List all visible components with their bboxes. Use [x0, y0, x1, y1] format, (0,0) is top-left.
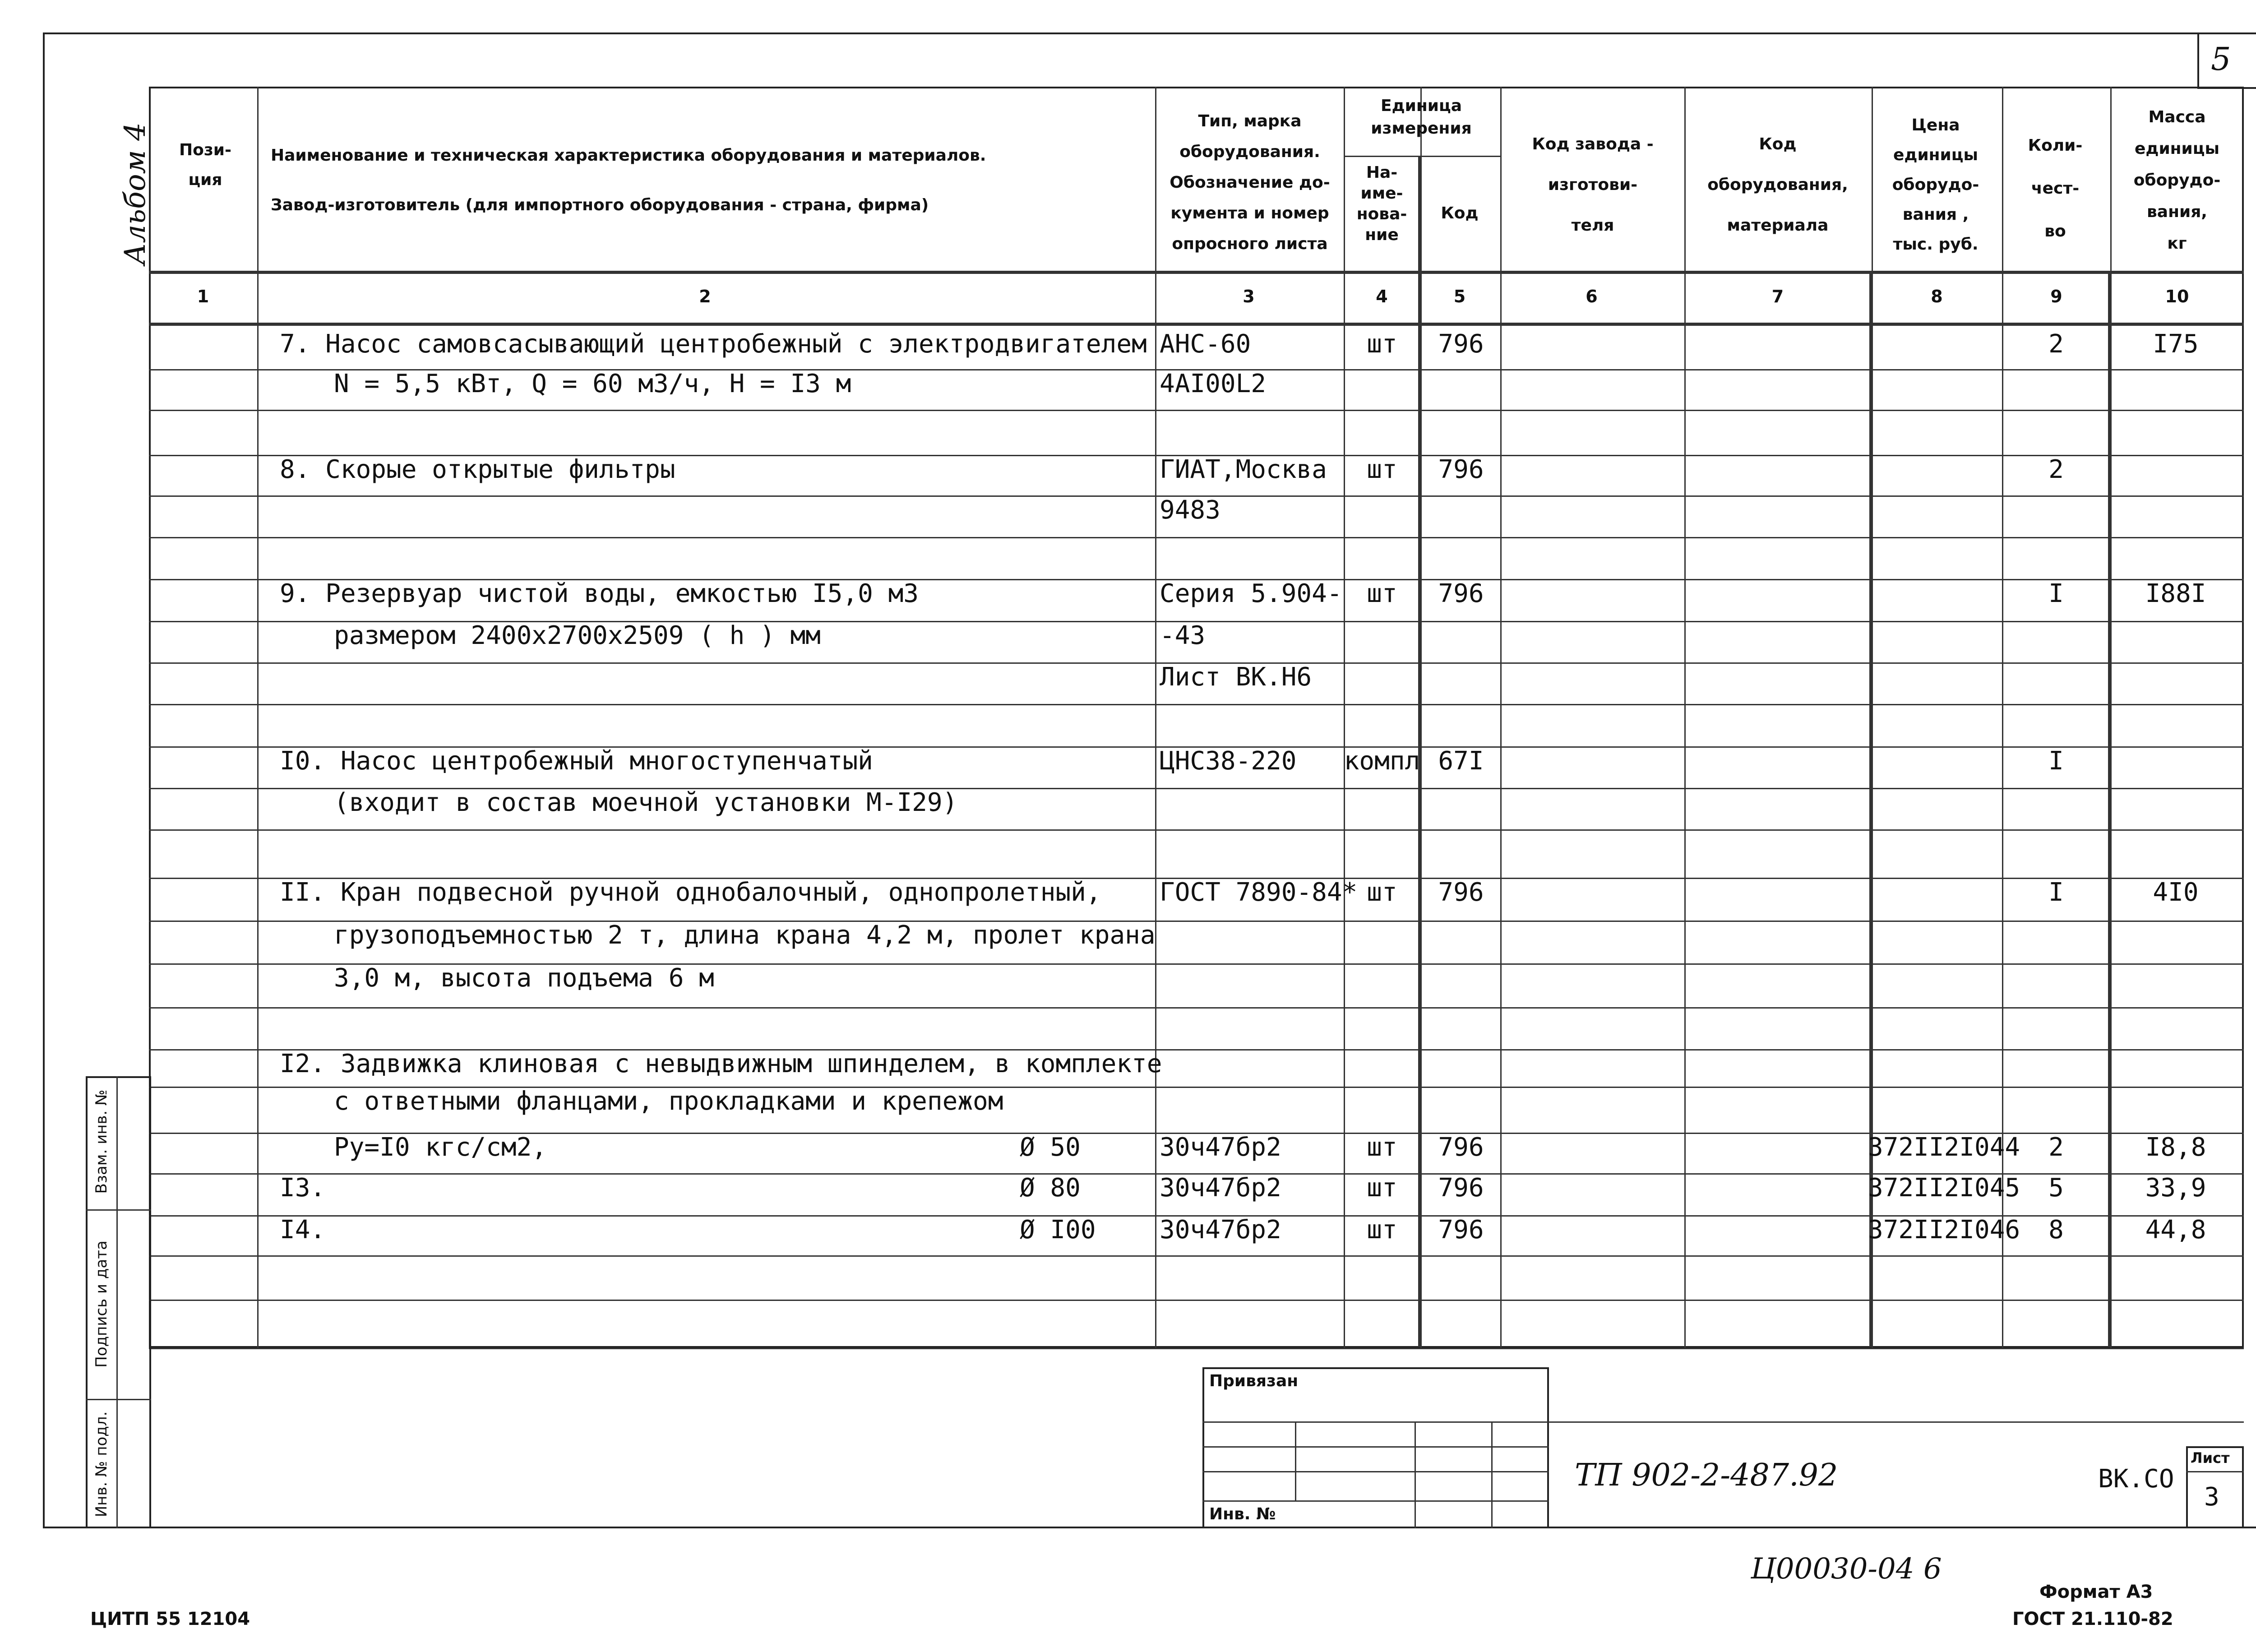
side-label-inv: Инв. № подл.	[92, 1411, 111, 1518]
header-col6: Код завода - изготови- теля	[1532, 135, 1654, 235]
album-label: Альбом 4	[119, 122, 152, 265]
header-col45: Единица измерения	[1371, 97, 1472, 138]
table-row	[149, 455, 2244, 495]
item-quantity: 5	[2048, 1173, 2064, 1203]
stamp-vline-2	[1415, 1421, 1416, 1528]
header-col3: Тип, марка оборудования. Обозначение до- кумента и номер опросного листа	[1170, 112, 1330, 253]
table-row	[149, 369, 2244, 410]
header-col2: Наименование и техническая характеристика оборудования и материалов. Завод-изготовитель (для импортного оборудования - страна, фирма)	[271, 146, 986, 214]
colnum-bottom-line	[149, 323, 2244, 326]
item-type: Серия 5.904-	[1160, 579, 1342, 608]
stamp-line-1	[1202, 1421, 1549, 1423]
item-unit: шт	[1367, 1215, 1397, 1245]
table-row	[149, 1255, 2244, 1300]
item-unit-code: 796	[1438, 1133, 1484, 1162]
table-row	[149, 621, 2244, 662]
item-name: I3.	[280, 1173, 326, 1203]
colnum-6: 6	[1586, 287, 1598, 306]
item-quantity: 2	[2048, 455, 2064, 484]
item-unit: шт	[1367, 1133, 1397, 1162]
item-quantity: 2	[2048, 1133, 2064, 1162]
item-type: 30ч47бр2	[1160, 1173, 1281, 1203]
item-name: с ответными фланцами, прокладками и крепежом	[334, 1087, 1003, 1116]
item-name: (входит в состав моечной установки М-I29)	[334, 788, 958, 817]
footer-right: ГОСТ 21.110-82	[2012, 1609, 2173, 1629]
header-col9: Коли- чест- во	[2028, 136, 2083, 241]
table-row	[149, 963, 2244, 1007]
unit-header-line	[1344, 156, 1500, 157]
item-unit-code: 796	[1438, 1215, 1484, 1245]
item-mass: I8,8	[2145, 1133, 2206, 1162]
stamp-sheet-label: Лист	[2191, 1449, 2230, 1467]
item-type: 4AI00L2	[1160, 369, 1267, 398]
table-row	[149, 746, 2244, 788]
item-unit: компл	[1344, 746, 1420, 776]
stamp-line-3	[1202, 1471, 1549, 1472]
table-row	[149, 1300, 2244, 1348]
item-quantity: 8	[2048, 1215, 2064, 1245]
side-label-vzam: Взам. инв. №	[92, 1089, 111, 1194]
header-col4: На- име- нова- ние	[1356, 163, 1407, 244]
table-row	[149, 1007, 2244, 1049]
item-diameter: Ø 50	[1020, 1133, 1081, 1162]
item-mass: I75	[2153, 329, 2199, 359]
stamp-vline-1	[1295, 1421, 1296, 1500]
item-mass: 4I0	[2153, 878, 2199, 907]
item-name: N = 5,5 кВт, Q = 60 м3/ч, Н = I3 м	[334, 369, 851, 398]
item-unit-code: 796	[1438, 455, 1484, 484]
item-name: 8. Скорые открытые фильтры	[280, 455, 675, 484]
stamp-doc-number: ТП 902-2-487.92	[1575, 1458, 1838, 1493]
table-row	[149, 495, 2244, 537]
item-type: ЦНС38-220	[1160, 746, 1297, 776]
table-row	[149, 1215, 2244, 1255]
colnum-10: 10	[2165, 287, 2189, 306]
item-name: 3,0 м, высота подъема 6 м	[334, 963, 714, 993]
footer-handwritten: Ц00030-04 6	[1751, 1552, 1942, 1586]
header-col7: Код оборудования, материала	[1707, 135, 1848, 235]
item-quantity: I	[2048, 579, 2064, 608]
table-row	[149, 921, 2244, 963]
item-diameter: Ø 80	[1020, 1173, 1081, 1203]
item-quantity: I	[2048, 878, 2064, 907]
stamp-line-4	[1202, 1500, 1549, 1502]
table-row	[149, 878, 2244, 921]
footer-left: ЦИТП 55 12104	[90, 1609, 250, 1629]
item-name: 7. Насос самовсасывающий центробежный с электродвигателем	[280, 329, 1147, 359]
table-row	[149, 410, 2244, 455]
row-line	[149, 1348, 2244, 1349]
side-stamp-divider	[116, 1076, 118, 1528]
item-equipment-code: 372II2I044	[1868, 1133, 2020, 1162]
table-row	[149, 1049, 2244, 1087]
stamp-inv: Инв. №	[1209, 1505, 1276, 1523]
table-row	[149, 579, 2244, 621]
table-row	[149, 788, 2244, 829]
stamp-sheet-number: 3	[2204, 1482, 2219, 1512]
item-diameter: Ø I00	[1020, 1215, 1096, 1245]
item-quantity: I	[2048, 746, 2064, 776]
colnum-7: 7	[1771, 287, 1784, 306]
item-unit: шт	[1367, 1173, 1397, 1203]
item-equipment-code: 372II2I046	[1868, 1215, 2020, 1245]
item-type: 30ч47бр2	[1160, 1215, 1281, 1245]
item-unit-code: 67I	[1438, 746, 1484, 776]
table-row	[149, 537, 2244, 579]
stamp-privyazan: Привязан	[1209, 1372, 1299, 1390]
stamp-line-2	[1202, 1446, 1549, 1448]
item-name: I2. Задвижка клиновая с невыдвижным шпинделем, в комплекте	[280, 1049, 1162, 1078]
item-type: Лист ВК.Н6	[1160, 662, 1312, 692]
header-col8: Цена единицы оборудо- вания , тыс. руб.	[1892, 116, 1979, 254]
item-mass: 33,9	[2145, 1173, 2206, 1203]
header-col1: Пози- ция	[179, 141, 231, 189]
table-row	[149, 1087, 2244, 1133]
item-unit-code: 796	[1438, 878, 1484, 907]
colnum-3: 3	[1243, 287, 1255, 306]
item-quantity: 2	[2048, 329, 2064, 359]
item-type: -43	[1160, 621, 1206, 650]
page-number: 5	[2211, 41, 2231, 78]
item-name: грузоподъемностью 2 т, длина крана 4,2 м, пролет крана	[334, 921, 1156, 950]
colnum-9: 9	[2050, 287, 2062, 306]
table-row	[149, 1173, 2244, 1215]
table-row	[149, 662, 2244, 704]
item-type: ГИАТ,Москва	[1160, 455, 1327, 484]
header-bottom-line	[149, 271, 2244, 274]
side-stamp-sep1	[86, 1209, 151, 1211]
stamp-privyazan-box	[1202, 1367, 1549, 1528]
header-col5: Код	[1441, 204, 1479, 222]
item-name: размером 2400х2700х2509 ( h ) мм	[334, 621, 821, 650]
colnum-2: 2	[699, 287, 711, 306]
colnum-4: 4	[1376, 287, 1388, 306]
stamp-mark: ВК.СО	[2098, 1464, 2174, 1494]
side-label-podpis: Подпись и дата	[92, 1240, 111, 1368]
item-name: I4.	[280, 1215, 326, 1245]
table-row	[149, 1133, 2244, 1173]
table-row	[149, 829, 2244, 878]
item-type: 9483	[1160, 495, 1220, 525]
item-unit: шт	[1367, 878, 1397, 907]
stamp-vline-3	[1491, 1421, 1493, 1528]
colnum-5: 5	[1453, 287, 1466, 306]
item-name: II. Кран подвесной ручной однобалочный, однопролетный,	[280, 878, 1101, 907]
colnum-1: 1	[197, 287, 209, 306]
item-mass: 44,8	[2145, 1215, 2206, 1245]
item-name: 9. Резервуар чистой воды, емкостью I5,0 м3	[280, 579, 919, 608]
item-unit-code: 796	[1438, 1173, 1484, 1203]
item-unit: шт	[1367, 455, 1397, 484]
colnum-8: 8	[1931, 287, 1943, 306]
item-unit: шт	[1367, 329, 1397, 359]
item-type: АНС-60	[1160, 329, 1251, 359]
item-unit: шт	[1367, 579, 1397, 608]
header-col10: Масса единицы оборудо- вания, кг	[2133, 108, 2221, 253]
item-name: Ру=I0 кгс/см2,	[334, 1133, 547, 1162]
item-unit-code: 796	[1438, 579, 1484, 608]
table-row	[149, 704, 2244, 746]
stamp-top-line	[1549, 1421, 2244, 1423]
stamp-sheet-sep	[2186, 1471, 2244, 1472]
item-name: I0. Насос центробежный многоступенчатый	[280, 746, 873, 776]
item-unit-code: 796	[1438, 329, 1484, 359]
item-type: ГОСТ 7890-84*	[1160, 878, 1358, 907]
item-type: 30ч47бр2	[1160, 1133, 1281, 1162]
table-row	[149, 329, 2244, 369]
footer-format: Формат А3	[2039, 1582, 2153, 1602]
item-equipment-code: 372II2I045	[1868, 1173, 2020, 1203]
item-mass: I88I	[2145, 579, 2206, 608]
